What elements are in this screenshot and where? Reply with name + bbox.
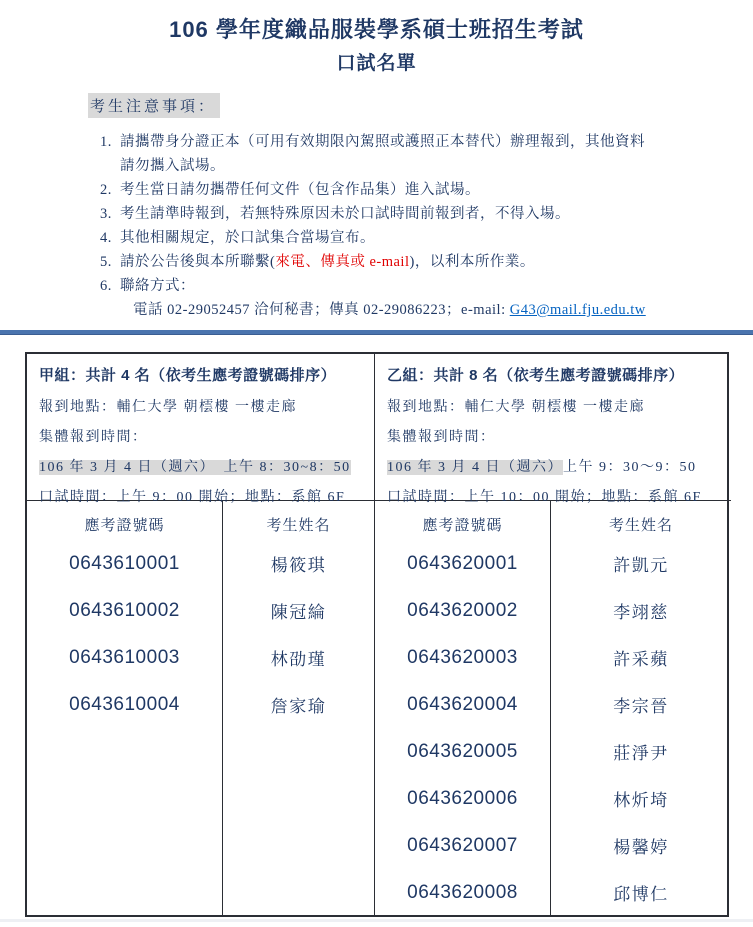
exam-id-cell: 0643610004 [69,693,180,715]
notice-item-2 [100,178,713,202]
group-a-oral-time: 口試時間：上午 9：00 開始；地點：系館 6F [39,490,346,505]
candidate-name-cell: 許采蘋 [613,650,669,669]
group-a-checkin-label: 集體報到時間： [39,430,148,445]
email-link[interactable]: G43@mail.fju.edu.tw [509,302,646,318]
candidate-name-cell: 莊淨尹 [613,744,669,763]
red-emphasis-text: 來電、傳真或 e-mail [275,254,410,270]
candidate-name-cell: 許凱元 [613,556,669,575]
notice-heading: 考生注意事項： [88,93,220,118]
exam-id-cell: 0643620001 [407,552,518,574]
candidate-name-cell: 李宗晉 [613,697,669,716]
group-b-info [375,354,731,505]
highlighted-date: 106 年 3 月 4 日（週六） 上午 8：30~8：50 [39,460,351,475]
item-number: 1. [100,134,112,150]
col-header-exam-id-b: 應考證號碼 [375,501,551,539]
group-b-header: 乙組：共計 8 名（依考生應考證號碼排序） [387,367,685,384]
exam-id-cell: 0643620006 [407,787,518,809]
notice-item-3 [100,202,713,226]
candidate-name-cell: 林劭瑾 [270,650,327,669]
candidate-name-cell: 詹家瑜 [270,697,327,716]
exam-id-cell: 0643620004 [407,693,518,715]
item-number: 3. [100,206,112,222]
page-bottom-edge [0,919,753,922]
contact-text: 電話 02-29052457 洽何秘書；傳真 02-29086223；e-mail: [133,302,510,318]
item-text: 考生請準時報到，若無特殊原因未於口試時間前報到者，不得入場。 [120,206,570,222]
item-number: 2. [100,182,112,198]
page-title: 106 學年度織品服裝學系碩士班招生考試 [169,17,584,42]
item-text: 請於公告後與本所聯繫(來電、傳真或 e-mail)，以利本所作業。 [120,254,535,270]
page-subtitle: 口試名單 [336,53,417,74]
candidate-name-cell: 邱博仁 [613,885,669,904]
group-a-id-column [27,539,223,915]
exam-id-cell: 0643610002 [69,599,180,621]
group-b-checkin-time: 106 年 3 月 4 日（週六）上午 9：30～9：50 [387,460,697,475]
group-b-name-column [551,539,731,915]
item-text: 聯絡方式： [120,278,195,294]
item-text: 其他相關規定，於口試集合當場宣布。 [120,230,375,246]
highlighted-date: 106 年 3 月 4 日（週六） [387,460,563,475]
exam-id-cell: 0643620002 [407,599,518,621]
exam-id-cell: 0643610001 [69,552,180,574]
candidate-name-cell: 陳冠綸 [270,603,327,622]
item-number: 5. [100,254,112,270]
item-text: 請攜帶身分證正本（可用有效期限內駕照或護照正本替代）辦理報到，其他資料 請勿攜入試場。 [120,134,645,174]
notice-item-4 [100,226,713,250]
col-header-exam-id-a: 應考證號碼 [27,501,223,539]
exam-groups-table [25,352,729,917]
group-a-checkin-time [39,453,362,483]
notice-item-6 [100,274,713,298]
notice-list [100,130,713,322]
group-a-location: 報到地點：輔仁大學 朝橒樓 一樓走廊 [39,400,297,415]
exam-id-cell: 0643620003 [407,646,518,668]
exam-id-cell: 0643620007 [407,834,518,856]
exam-id-cell: 0643620005 [407,740,518,762]
col-header-name-a: 考生姓名 [223,501,375,539]
col-header-name-b: 考生姓名 [608,517,673,534]
candidate-name-cell: 楊馨婷 [613,838,669,857]
exam-id-cell: 0643610003 [69,646,180,668]
group-b-location: 報到地點：輔仁大學 朝橒樓 一樓走廊 [387,400,645,415]
group-b-checkin-label: 集體報到時間： [387,430,496,445]
group-b-oral-time: 口試時間：上午 10：00 開始；地點：系館 6F [387,490,702,505]
candidate-name-cell: 李翊慈 [613,603,669,622]
item-number: 4. [100,230,112,246]
group-a-name-column [223,539,375,915]
item-number: 6. [100,278,112,294]
contact-info-line [133,298,713,322]
item-text: 考生當日請勿攜帶任何文件（包含作品集）進入試場。 [120,182,480,198]
section-divider [0,330,753,335]
exam-id-cell: 0643620008 [407,881,518,903]
group-b-id-column [375,539,551,915]
candidate-name-cell: 楊筱琪 [270,556,327,575]
group-a-header: 甲組：共計 4 名（依考生應考證號碼排序） [39,367,337,384]
notice-item-1 [100,130,713,178]
candidate-name-cell: 林炘埼 [613,791,669,810]
group-a-info [27,354,375,505]
notice-item-5 [100,250,713,274]
